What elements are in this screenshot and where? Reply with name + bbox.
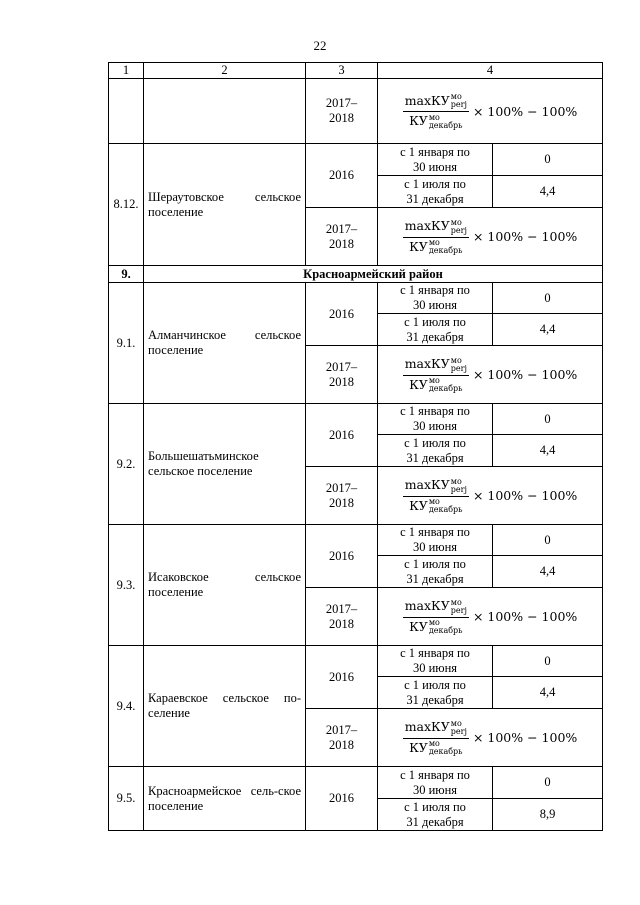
row-number: 8.12.	[109, 144, 144, 266]
row-number: 9.1.	[109, 283, 144, 404]
year-cell: 2016	[306, 646, 378, 709]
period-cell: с 1 января по 30 июня	[378, 144, 493, 176]
formula-numerator: maxКУ мо perj	[403, 477, 469, 497]
formula	[382, 719, 598, 756]
value-cell: 0	[493, 525, 603, 556]
table-row	[109, 646, 603, 677]
formula-tail: × 100% − 100%	[472, 103, 578, 119]
formula-denominator: КУ мо декабрь	[409, 238, 463, 255]
formula-numerator: maxКУ мо perj	[403, 356, 469, 376]
period-cell: с 1 января по 30 июня	[378, 404, 493, 435]
formula-fraction	[403, 598, 469, 635]
region-row	[109, 266, 603, 283]
row-number: 9.4.	[109, 646, 144, 767]
formula	[382, 218, 598, 255]
year-cell: 2016	[306, 144, 378, 208]
formula-cell	[378, 709, 603, 767]
value-cell: 4,4	[493, 677, 603, 709]
header-cell: 4	[378, 63, 603, 79]
year-cell: 2016	[306, 283, 378, 346]
settlement-name: Большешатьминское сельское поселение	[144, 404, 306, 525]
period-cell: с 1 января по 30 июня	[378, 767, 493, 799]
region-name: Красноармейский район	[144, 266, 603, 283]
table-row	[109, 525, 603, 556]
formula-cell	[378, 346, 603, 404]
table-row	[109, 404, 603, 435]
formula-cell	[378, 79, 603, 144]
value-cell: 4,4	[493, 556, 603, 588]
years-cell: 2017– 2018	[306, 208, 378, 266]
value-cell: 8,9	[493, 799, 603, 831]
formula-fraction	[403, 477, 469, 514]
settlement-name: Исаковское сельское поселение	[144, 525, 306, 646]
formula-cell	[378, 208, 603, 266]
settlement-name: Шераутовское сельское поселение	[144, 144, 306, 266]
formula	[382, 93, 598, 130]
value-cell: 4,4	[493, 314, 603, 346]
year-cell: 2016	[306, 404, 378, 467]
value-cell: 0	[493, 767, 603, 799]
formula-fraction	[403, 93, 469, 130]
value-cell: 4,4	[493, 435, 603, 467]
settlement-name: Караевское сельское по-селение	[144, 646, 306, 767]
formula-tail: × 100% − 100%	[472, 730, 578, 745]
formula-numerator: maxКУ мо perj	[403, 719, 469, 739]
years-cell: 2017– 2018	[306, 79, 378, 144]
formula-denominator: КУ мо декабрь	[409, 112, 463, 130]
formula-denominator: КУ мо декабрь	[409, 497, 463, 514]
value-cell: 0	[493, 283, 603, 314]
formula-tail: × 100% − 100%	[472, 229, 578, 244]
formula-numerator: maxКУ мо perj	[403, 598, 469, 618]
formula-denominator: КУ мо декабрь	[409, 739, 463, 756]
period-cell: с 1 июля по 31 декабря	[378, 799, 493, 831]
years-cell: 2017– 2018	[306, 709, 378, 767]
formula-tail: × 100% − 100%	[472, 367, 578, 382]
header-cell: 3	[306, 63, 378, 79]
settlement-name: Красноармейское сель-ское поселение	[144, 767, 306, 831]
period-cell: с 1 июля по 31 декабря	[378, 556, 493, 588]
formula-fraction	[403, 356, 469, 393]
formula-denominator: КУ мо декабрь	[409, 376, 463, 393]
period-cell: с 1 января по 30 июня	[378, 646, 493, 677]
table-row	[109, 283, 603, 314]
formula-fraction	[403, 218, 469, 255]
period-cell: с 1 июля по 31 декабря	[378, 314, 493, 346]
region-number: 9.	[109, 266, 144, 283]
value-cell: 4,4	[493, 176, 603, 208]
settlement-name: Алманчинское сельское поселение	[144, 283, 306, 404]
formula-cell	[378, 467, 603, 525]
table-row	[109, 144, 603, 176]
year-cell: 2016	[306, 525, 378, 588]
tariff-table	[108, 62, 603, 831]
value-cell: 0	[493, 646, 603, 677]
formula-fraction	[403, 719, 469, 756]
period-cell: с 1 июля по 31 декабря	[378, 677, 493, 709]
years-cell: 2017– 2018	[306, 588, 378, 646]
table-header-row	[109, 63, 603, 79]
years-cell: 2017– 2018	[306, 467, 378, 525]
formula-denominator: КУ мо декабрь	[409, 618, 463, 635]
formula	[382, 477, 598, 514]
formula-cell	[378, 588, 603, 646]
period-cell: с 1 июля по 31 декабря	[378, 176, 493, 208]
page-number: 22	[313, 38, 327, 53]
formula-numerator: maxКУ мо perj	[403, 218, 469, 238]
value-cell: 0	[493, 404, 603, 435]
formula-numerator: maxКУ мо perj	[403, 93, 469, 113]
row-number: 9.2.	[109, 404, 144, 525]
period-cell: с 1 июля по 31 декабря	[378, 435, 493, 467]
formula	[382, 598, 598, 635]
value-cell: 0	[493, 144, 603, 176]
header-cell: 2	[144, 63, 306, 79]
header-cell: 1	[109, 63, 144, 79]
years-cell: 2017– 2018	[306, 346, 378, 404]
formula	[382, 356, 598, 393]
formula-tail: × 100% − 100%	[472, 488, 578, 503]
row-number: 9.5.	[109, 767, 144, 831]
period-cell: с 1 января по 30 июня	[378, 525, 493, 556]
table-row	[109, 767, 603, 799]
table-row	[109, 79, 603, 144]
formula-tail: × 100% − 100%	[472, 609, 578, 624]
year-cell: 2016	[306, 767, 378, 831]
period-cell: с 1 января по 30 июня	[378, 283, 493, 314]
row-number: 9.3.	[109, 525, 144, 646]
